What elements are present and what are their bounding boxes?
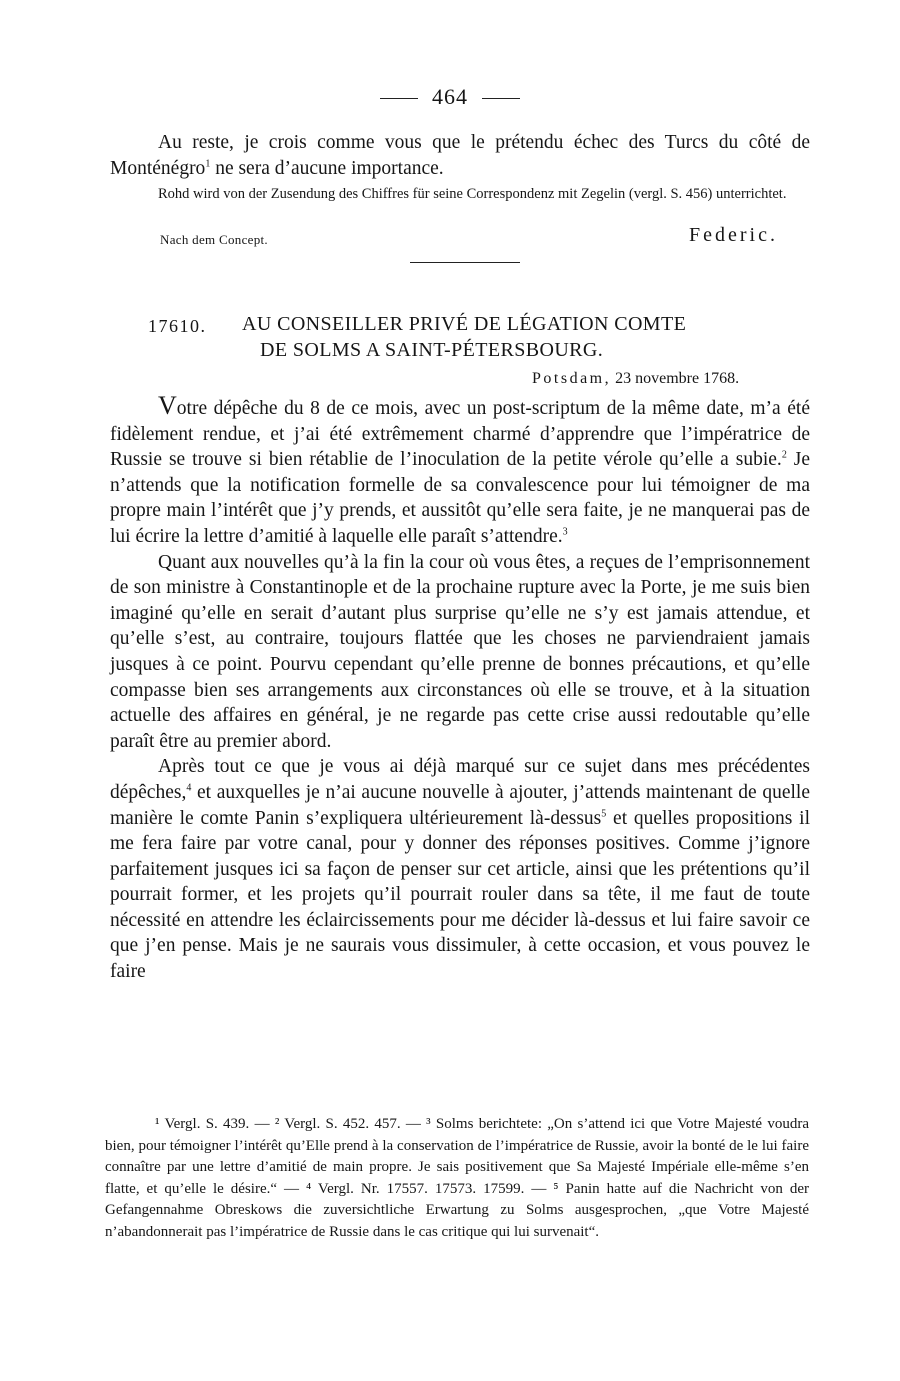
previous-letter-closing [110, 130, 810, 181]
page-number: 464 [432, 84, 468, 109]
page-number-line [0, 84, 900, 110]
paragraph-2 [110, 550, 810, 755]
heading-line-1: AU CONSEILLER PRIVÉ DE LÉGATION COMTE [242, 313, 687, 335]
closing-text-end: ne sera d’aucune importance. [210, 157, 444, 179]
paragraph-1-segment-1: otre dépêche du 8 de ce mois, avec un post-scriptum de la même date, m’a été fidèlement rendue, et j’ai été extrêmement charmé d’apprendre que l’impératrice de Russie se trouve si bien rétablie de l’inoculation de la petite vérole qu’elle a subie. [110, 398, 810, 471]
paragraph-2-text: Quant aux nouvelles qu’à la fin la cour où vous êtes, a reçues de l’emprisonnement de son ministre à Constantinople et de la prochaine rupture avec la Porte, je me suis bien imaginé qu’elle en serait d’autant plus surprise qu’elle ne s’y est jamais attendue, et qu’elle s’est, au contraire, toujours flattée que les choses ne parviendraient jamais jusques à ce point. Pourvu cependant qu’elle prenne de bonnes précautions, et qu’elle compasse bien ses arrangements aux circonstances où elle se trouve, et à la situation actuelle des affaires en général, je ne regarde pas cette crise aussi redoutable qu’elle paraît être au premier abord. [110, 551, 810, 752]
letter-number: 17610. [148, 316, 207, 336]
page-number-right-dash [482, 98, 520, 99]
dateline [532, 370, 739, 388]
paragraph-3-segment-1: Après tout ce que je vous ai déjà marqué sur ce sujet dans mes précédentes dépêches, [110, 756, 810, 803]
dropcap: V [158, 391, 177, 420]
footnote-ref-5: 5 [601, 808, 607, 819]
paragraph-1-segment-2: Je n’attends que la notification formelle de sa convalescence pour lui témoigner de ma propre main l’intérêt que j’y prends, et aussitôt qu’elle sera faite, je ne manquerai pas de lui écrire la lettre d’amitié à laquelle elle paraît s’attendre. [110, 449, 811, 547]
letter-body [110, 391, 811, 985]
paragraph-3-segment-2: et auxquelles je n’ai aucune nouvelle à ajouter, j’attends maintenant de quelle manière le comte Panin s’expliquera ultérieurement là-dessus [110, 781, 810, 829]
footnote-ref-2: 2 [781, 449, 787, 461]
signature: Federic. [689, 224, 778, 246]
dateline-date: 23 novembre 1768. [615, 370, 740, 387]
footnotes [105, 1114, 809, 1244]
page-number-left-dash [380, 98, 418, 99]
footnote-text: ¹ Vergl. S. 439. — ² Vergl. S. 452. 457. — ³ Solms berichtete: „On s’attend ici que Votre Majesté voudra bien, pour témoigner l’intérêt qu’Elle prend à la conservation de l’impératrice de Russie, avoir la bonté de le lui faire connaître par une lettre d’amitié de main propre. Je sais positivement que Sa Majesté Impériale elle-même s’en flatte, et qu’elle le désire.“ — ⁴ Vergl. Nr. 17557. 17573. 17599. — ⁵ Panin hatte auf die Nachricht von der Gefangennahme Obreskows die zuversichtliche Erwartung zu Solms ausgesprochen, „que Votre Majesté n’abandonnerait pas l’impératrice de Russie dans le cas critique qui lui survenait“. [105, 1116, 809, 1240]
footnote-ref-1: 1 [205, 158, 211, 170]
heading-line-2: DE SOLMS A SAINT-PÉTERSBOURG. [260, 339, 604, 361]
paragraph-3-segment-3: et quelles propositions il me fera faire par votre canal, pour y donner des réponses positives. Comme j’ignore parfaitement jusques ici sa façon de penser sur cet article, ainsi que les prétentions qu’il pourrait former, et les projets qu’il pourrait rouler dans sa tête, il me faut de toute nécessité en attendre les éclaircissements pour me décider là-dessus et lui faire savoir ce que j’en pense. Mais je ne saurais vous dissimuler, à cette occasion, et vous pouvez le faire [110, 807, 810, 983]
paragraph-3 [110, 754, 810, 984]
dateline-place: Potsdam, [532, 370, 612, 387]
footnote-ref-4: 4 [186, 782, 192, 794]
source-note: Nach dem Concept. [160, 232, 268, 247]
footnote-ref-3: 3 [562, 526, 568, 538]
section-divider [410, 262, 520, 263]
editorial-note: Rohd wird von der Zusendung des Chiffres für seine Correspondenz mit Zegelin (vergl. S. 456) unterrichtet. [158, 186, 787, 202]
closing-text: Au reste, je crois comme vous que le prétendu échec des Turcs du côté de Monténégro [110, 132, 810, 179]
paragraph-1 [110, 391, 811, 550]
